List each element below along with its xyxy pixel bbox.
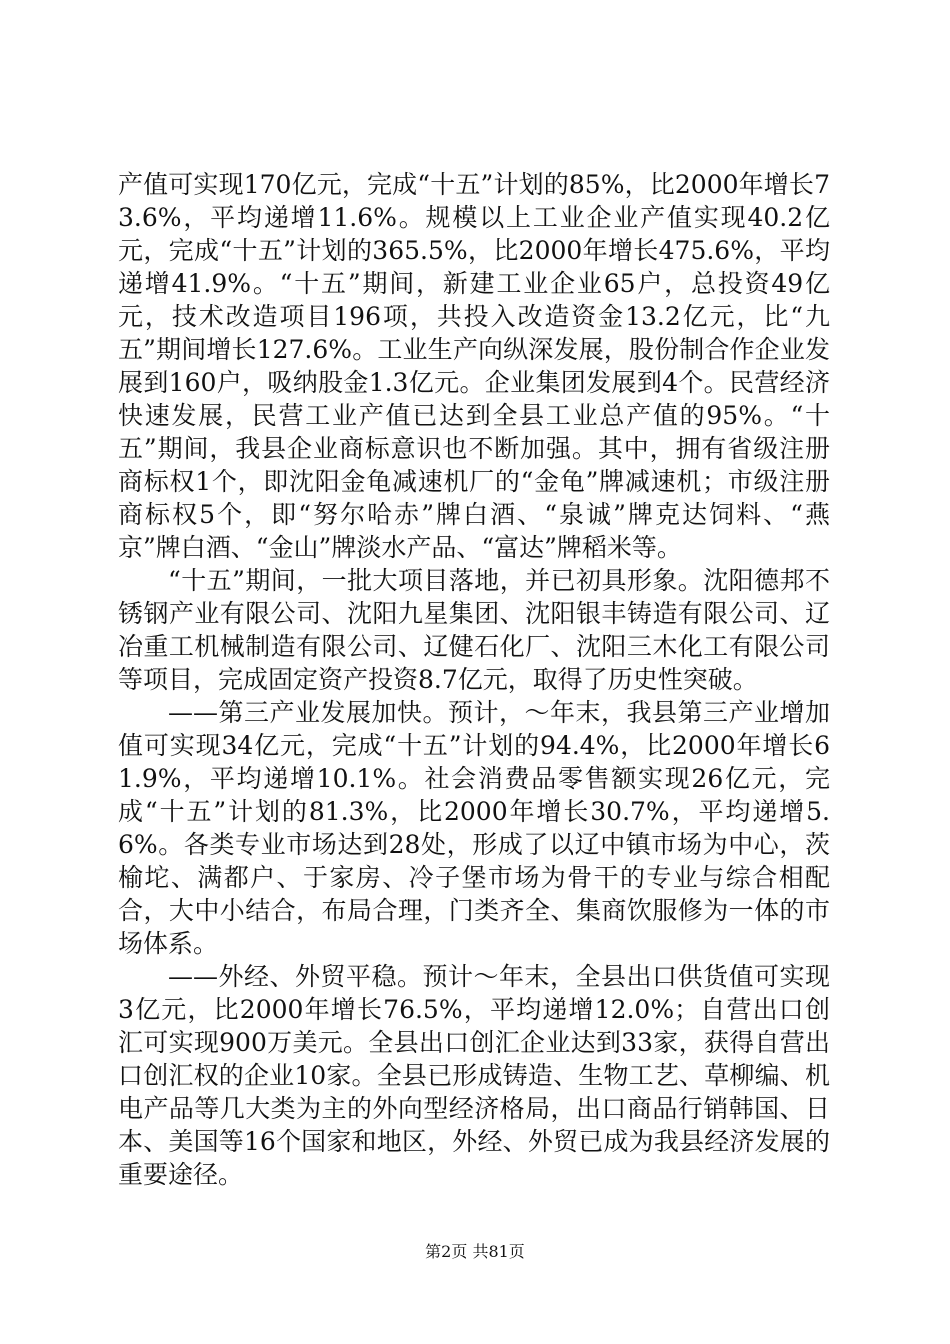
paragraph-major-projects: “十五”期间，一批大项目落地，并已初具形象。沈阳德邦不锈钢产业有限公司、沈阳九星集团、沈阳银丰铸造有限公司、辽冶重工机械制造有限公司、辽健石化厂、沈阳三木化工有限公司等项目，完成固定资产投资8.7亿元，取得了历史性突破。 [118,566,830,694]
paragraph-tertiary-industry: ——第三产业发展加快。预计，～年末，我县第三产业增加值可实现34亿元，完成“十五”计划的94.4%，比2000年增长61.9%，平均递增10.1%。社会消费品零售额实现26亿元，完成“十五”计划的81.3%，比2000年增长30.7%，平均递增5.6%。各类专业市场达到28处，形成了以辽中镇市场为中心，茨榆坨、满都户、于家房、冷子堡市场为骨干的专业与综合相配合，大中小结合，布局合理，门类齐全、集商饮服修为一体的市场体系。 [118,698,830,958]
body-text [118,168,830,1191]
paragraph-industry-output: 产值可实现170亿元，完成“十五”计划的85%，比2000年增长73.6%，平均递增11.6%。规模以上工业企业产值实现40.2亿元，完成“十五”计划的365.5%，比2000年增长475.6%，平均递增41.9%。“十五”期间，新建工业企业65户，总投资49亿元，技术改造项目196项，共投入改造资金13.2亿元，比“九五”期间增长127.6%。工业生产向纵深发展，股份制合作企业发展到160户，吸纳股金1.3亿元。企业集团发展到4个。民营经济快速发展，民营工业产值已达到全县工业总产值的95%。“十五”期间，我县企业商标意识也不断加强。其中，拥有省级注册商标权1个，即沈阳金龟减速机厂的“金龟”牌减速机；市级注册商标权5个，即“努尔哈赤”牌白酒、“泉诚”牌克达饲料、“燕京”牌白酒、“金山”牌淡水产品、“富达”牌稻米等。 [118,170,830,562]
paragraph-foreign-trade: ——外经、外贸平稳。预计～年末，全县出口供货值可实现3亿元，比2000年增长76.5%，平均递增12.0%；自营出口创汇可实现900万美元。全县出口创汇企业达到33家，获得自营出口创汇权的企业10家。全县已形成铸造、生物工艺、草柳编、机电产品等几大类为主的外向型经济格局，出口商品行销韩国、日本、美国等16个国家和地区，外经、外贸已成为我县经济发展的重要途径。 [118,962,830,1189]
page-number-footer: 第2页 共81页 [425,1242,525,1261]
